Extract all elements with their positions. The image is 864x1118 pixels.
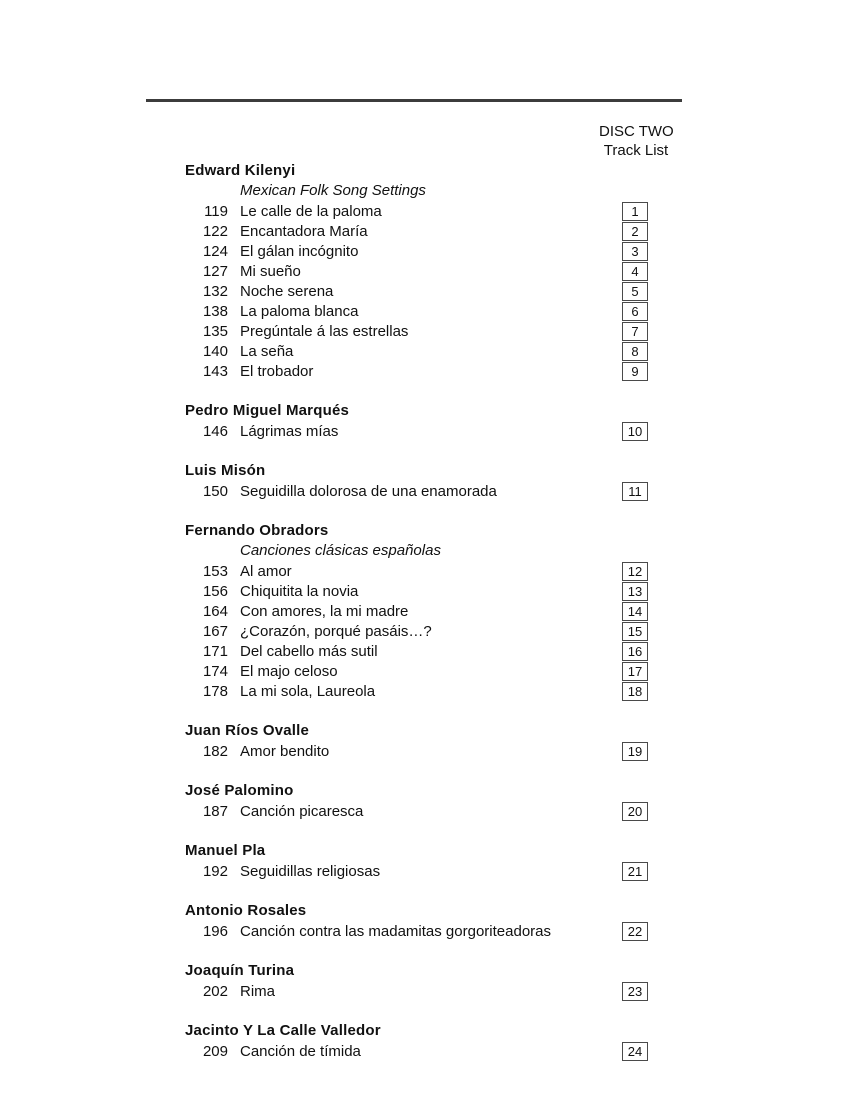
song-title: Lágrimas mías <box>240 422 339 440</box>
song-rows <box>185 741 648 761</box>
song-title: Con amores, la mi madre <box>240 602 409 620</box>
page-number: 164 <box>202 602 228 620</box>
song-row <box>185 921 648 941</box>
track-number-box: 14 <box>622 602 648 621</box>
composer-section <box>185 961 648 1001</box>
track-number-box: 5 <box>622 282 648 301</box>
song-row <box>185 261 648 281</box>
composer-section <box>185 521 648 701</box>
composer-name: Pedro Miguel Marqués <box>185 402 350 419</box>
disc-header <box>599 122 673 160</box>
composer-name: Edward Kilenyi <box>185 162 296 179</box>
track-number-box: 18 <box>622 682 648 701</box>
track-number-box: 13 <box>622 582 648 601</box>
composer-name: Jacinto Y La Calle Valledor <box>185 1022 381 1039</box>
page-number: 167 <box>202 622 228 640</box>
song-title: Al amor <box>240 562 292 580</box>
song-row <box>185 581 648 601</box>
song-title: Pregúntale á las estrellas <box>240 322 409 340</box>
song-rows <box>185 421 648 441</box>
song-row <box>185 221 648 241</box>
track-number-box: 4 <box>622 262 648 281</box>
song-title: Mi sueño <box>240 262 301 280</box>
song-title: Amor bendito <box>240 742 330 760</box>
song-row <box>185 321 648 341</box>
song-title: Le calle de la paloma <box>240 202 382 220</box>
song-title: La seña <box>240 342 294 360</box>
track-number-box: 16 <box>622 642 648 661</box>
song-row <box>185 241 648 261</box>
composer-name: Joaquín Turina <box>185 962 295 979</box>
composer-section <box>185 1021 648 1061</box>
song-title: Canción picaresca <box>240 802 364 820</box>
divider-rule <box>146 99 682 102</box>
track-number-box: 19 <box>622 742 648 761</box>
page-number: 135 <box>202 322 228 340</box>
page-number: 119 <box>204 202 228 220</box>
track-number-box: 10 <box>622 422 648 441</box>
song-rows <box>185 981 648 1001</box>
disc-title: DISC TWO <box>599 123 674 140</box>
composer-name: Manuel Pla <box>185 842 266 859</box>
disc-subtitle: Track List <box>603 142 669 159</box>
song-row <box>185 301 648 321</box>
composer-section <box>185 461 648 501</box>
track-number-box: 22 <box>622 922 648 941</box>
track-number-box: 9 <box>622 362 648 381</box>
song-rows <box>185 481 648 501</box>
song-row <box>185 201 648 221</box>
page-number: 182 <box>202 742 228 760</box>
page-number: 178 <box>202 682 228 700</box>
composer-section <box>185 781 648 821</box>
work-title: Mexican Folk Song Settings <box>240 182 426 199</box>
page-number: 122 <box>202 222 228 240</box>
composer-section <box>185 721 648 761</box>
page-number: 187 <box>202 802 228 820</box>
composer-name: Antonio Rosales <box>185 902 307 919</box>
track-number-box: 8 <box>622 342 648 361</box>
page-number: 174 <box>202 662 228 680</box>
song-title: Seguidilla dolorosa de una enamorada <box>240 482 497 500</box>
page-number: 143 <box>202 362 228 380</box>
track-number-box: 20 <box>622 802 648 821</box>
song-title: ¿Corazón, porqué pasáis…? <box>240 622 432 640</box>
song-rows <box>185 801 648 821</box>
song-row <box>185 861 648 881</box>
track-number-box: 11 <box>622 482 648 501</box>
page-number: 156 <box>202 582 228 600</box>
page-number: 171 <box>202 642 228 660</box>
song-title: Canción de tímida <box>240 1042 361 1060</box>
song-rows <box>185 561 648 701</box>
composer-section <box>185 401 648 441</box>
song-row <box>185 1041 648 1061</box>
song-row <box>185 621 648 641</box>
song-title: La paloma blanca <box>240 302 359 320</box>
song-row <box>185 681 648 701</box>
composer-section <box>185 161 648 381</box>
track-list <box>185 161 648 1061</box>
song-title: Rima <box>240 982 276 1000</box>
track-number-box: 2 <box>622 222 648 241</box>
song-rows <box>185 921 648 941</box>
track-number-box: 23 <box>622 982 648 1001</box>
song-row <box>185 981 648 1001</box>
page-number: 127 <box>202 262 228 280</box>
track-number-box: 12 <box>622 562 648 581</box>
song-title: Canción contra las madamitas gorgoriteadoras <box>240 922 551 940</box>
page-number: 209 <box>202 1042 228 1060</box>
song-title: Seguidillas religiosas <box>240 862 381 880</box>
song-row <box>185 421 648 441</box>
track-number-box: 21 <box>622 862 648 881</box>
page-number: 140 <box>202 342 228 360</box>
song-row <box>185 561 648 581</box>
song-title: La mi sola, Laureola <box>240 682 376 700</box>
track-number-box: 6 <box>622 302 648 321</box>
song-row <box>185 801 648 821</box>
song-row <box>185 641 648 661</box>
composer-section <box>185 901 648 941</box>
page-number: 138 <box>202 302 228 320</box>
song-title: Chiquitita la novia <box>240 582 359 600</box>
song-title: El trobador <box>240 362 314 380</box>
track-number-box: 15 <box>622 622 648 641</box>
song-row <box>185 661 648 681</box>
composer-name: Fernando Obradors <box>185 522 329 539</box>
track-number-box: 1 <box>622 202 648 221</box>
page-number: 150 <box>202 482 228 500</box>
song-row <box>185 281 648 301</box>
page-number: 196 <box>202 922 228 940</box>
composer-section <box>185 841 648 881</box>
song-row <box>185 341 648 361</box>
song-row <box>185 601 648 621</box>
page-number: 202 <box>202 982 228 1000</box>
song-row <box>185 361 648 381</box>
composer-name: José Palomino <box>185 782 294 799</box>
track-number-box: 7 <box>622 322 648 341</box>
track-number-box: 17 <box>622 662 648 681</box>
page-number: 124 <box>202 242 228 260</box>
song-rows <box>185 1041 648 1061</box>
song-title: Noche serena <box>240 282 334 300</box>
page-number: 146 <box>202 422 228 440</box>
track-number-box: 24 <box>622 1042 648 1061</box>
song-title: Encantadora María <box>240 222 368 240</box>
work-title: Canciones clásicas españolas <box>240 542 441 559</box>
track-number-box: 3 <box>622 242 648 261</box>
page-number: 192 <box>202 862 228 880</box>
song-row <box>185 741 648 761</box>
song-rows <box>185 861 648 881</box>
song-title: El gálan incógnito <box>240 242 359 260</box>
song-title: Del cabello más sutil <box>240 642 378 660</box>
page-number: 132 <box>202 282 228 300</box>
song-title: El majo celoso <box>240 662 338 680</box>
page-number: 153 <box>202 562 228 580</box>
song-rows <box>185 201 648 381</box>
composer-name: Luis Misón <box>185 462 266 479</box>
song-row <box>185 481 648 501</box>
composer-name: Juan Ríos Ovalle <box>185 722 310 739</box>
